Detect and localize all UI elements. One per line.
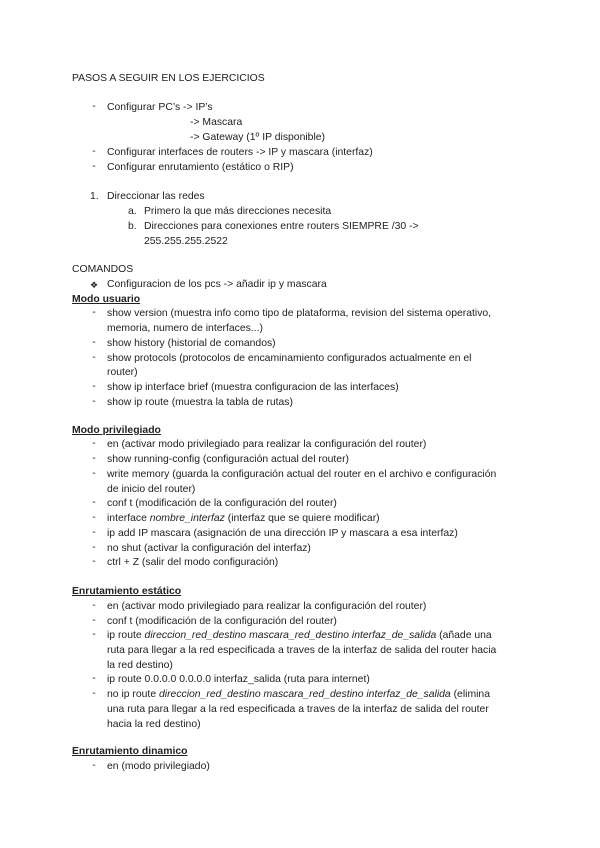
list-item-cont: hacia la red destino) xyxy=(107,719,201,730)
list-item: write memory (guarda la configuración actual del router en el archivo e configuración xyxy=(107,469,497,480)
dash-bullet: - xyxy=(92,542,96,553)
text-segment: no ip route xyxy=(107,689,159,700)
list-item: conf t (modificación de la configuración del router) xyxy=(107,616,337,627)
dash-bullet: - xyxy=(92,352,96,363)
list-item: show ip interface brief (muestra configuracion de las interfaces) xyxy=(107,382,399,393)
italic-segment: nombre_interfaz xyxy=(149,513,225,524)
dash-bullet: - xyxy=(92,600,96,611)
page-title: PASOS A SEGUIR EN LOS EJERCICIOS xyxy=(72,73,265,84)
dash-bullet: - xyxy=(92,101,96,112)
list-item: show version (muestra info como tipo de plataforma, revision del sistema operativo, xyxy=(107,308,492,319)
list-item: show protocols (protocolos de encaminamiento configurados actualmente en el xyxy=(107,353,472,364)
numbered-item: Direccionar las redes xyxy=(107,191,205,202)
list-item: en (activar modo privilegiado para realizar la configuración del router) xyxy=(107,601,427,612)
list-item: show ip route (muestra la tabla de rutas) xyxy=(107,397,293,408)
section-heading: Enrutamiento dinamico xyxy=(72,746,188,757)
list-item-cont: memoria, numero de interfaces...) xyxy=(107,323,263,334)
list-letter: a. xyxy=(128,206,137,217)
step-item: Configurar enrutamiento (estático o RIP) xyxy=(107,162,294,173)
dash-bullet: - xyxy=(92,307,96,318)
list-item: show running-config (configuración actual del router) xyxy=(107,454,350,465)
list-item: conf t (modificación de la configuración del router) xyxy=(107,498,337,509)
dash-bullet: - xyxy=(92,438,96,449)
list-item: en (activar modo privilegiado para realizar la configuración del router) xyxy=(107,439,427,450)
dash-bullet: - xyxy=(92,527,96,538)
comandos-item: Configuracion de los pcs -> añadir ip y mascara xyxy=(107,279,327,290)
dash-bullet: - xyxy=(92,396,96,407)
dash-bullet: - xyxy=(92,512,96,523)
text-segment: ip route xyxy=(107,630,145,641)
dash-bullet: - xyxy=(92,556,96,567)
step-item: Configurar interfaces de routers -> IP y mascara (interfaz) xyxy=(107,147,373,158)
list-number: 1. xyxy=(90,191,99,202)
list-item: ip route 0.0.0.0 0.0.0.0 interfaz_salida (ruta para internet) xyxy=(107,674,370,685)
step-item: Configurar PC’s -> IP’s xyxy=(107,102,213,113)
text-segment: (añade una xyxy=(436,630,492,641)
dash-bullet: - xyxy=(92,161,96,172)
list-item-cont: una ruta para llegar a la red especificada a traves de la interfaz de salida del router xyxy=(107,704,489,715)
numbered-subitem-cont: 255.255.255.2522 xyxy=(144,236,228,247)
text-segment: (elimina xyxy=(450,689,490,700)
italic-segment: direccion_red_destino mascara_red_destino interfaz_de_salida xyxy=(144,630,437,641)
dash-bullet: - xyxy=(92,673,96,684)
dash-bullet: - xyxy=(92,146,96,157)
list-item: ip add IP mascara (asignación de una dirección IP y mascara a esa interfaz) xyxy=(107,528,458,539)
dash-bullet: - xyxy=(92,381,96,392)
list-item: show history (historial de comandos) xyxy=(107,338,276,349)
italic-segment: direccion_red_destino mascara_red_destino interfaz_de_salida xyxy=(159,689,451,700)
section-heading: Modo usuario xyxy=(72,294,141,305)
list-item-cont: router) xyxy=(107,367,138,378)
dash-bullet: - xyxy=(92,468,96,479)
dash-bullet: - xyxy=(92,337,96,348)
numbered-subitem: Direcciones para conexiones entre routers SIEMPRE /30 -> xyxy=(144,221,419,232)
section-heading: COMANDOS xyxy=(72,264,134,275)
list-item xyxy=(107,512,380,526)
list-item xyxy=(107,629,492,643)
numbered-subitem: Primero la que más direcciones necesita xyxy=(144,206,332,217)
text-segment: (interfaz que se quiere modificar) xyxy=(224,513,380,524)
dash-bullet: - xyxy=(92,497,96,508)
dash-bullet: - xyxy=(92,615,96,626)
section-heading: Modo privilegiado xyxy=(72,425,161,436)
dash-bullet: - xyxy=(92,760,96,771)
list-letter: b. xyxy=(128,221,137,232)
dash-bullet: - xyxy=(92,453,96,464)
list-item: no shut (activar la configuración del interfaz) xyxy=(107,543,311,554)
list-item-cont: ruta para llegar a la red especificada a traves de la interfaz de salida del router hacia xyxy=(107,645,497,656)
list-item: ctrl + Z (salir del modo configuración) xyxy=(107,557,279,568)
list-item-cont: la red destino) xyxy=(107,660,173,671)
text-segment: interface xyxy=(107,513,150,524)
step-subitem: -> Mascara xyxy=(190,117,243,128)
list-item: en (modo privilegiado) xyxy=(107,761,210,772)
dash-bullet: - xyxy=(92,688,96,699)
diamond-bullet-icon: ❖ xyxy=(90,280,99,290)
list-item xyxy=(107,688,490,702)
section-heading: Enrutamiento estático xyxy=(72,586,182,597)
list-item-cont: de inicio del router) xyxy=(107,484,196,495)
dash-bullet: - xyxy=(92,629,96,640)
step-subitem: -> Gateway (1º IP disponible) xyxy=(190,132,325,143)
